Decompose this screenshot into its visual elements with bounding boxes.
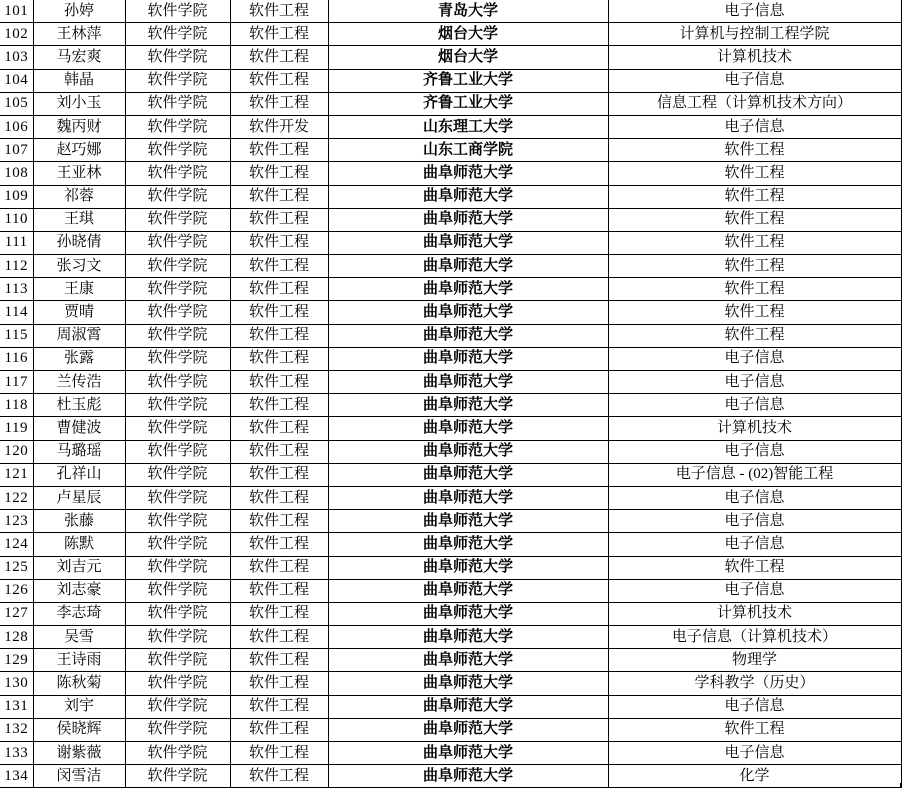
name-cell: 周淑霄 <box>33 324 125 347</box>
university-cell: 曲阜师范大学 <box>328 185 608 208</box>
college-cell: 软件学院 <box>125 162 230 185</box>
program-cell: 电子信息 <box>608 695 901 718</box>
name-cell: 贾晴 <box>33 301 125 324</box>
major-cell: 软件工程 <box>230 556 328 579</box>
table-row <box>0 185 901 208</box>
no-cell: 106 <box>0 115 33 138</box>
major-cell: 软件工程 <box>230 139 328 162</box>
no-cell: 126 <box>0 579 33 602</box>
name-cell: 陈秋菊 <box>33 672 125 695</box>
program-cell: 电子信息 <box>608 742 901 765</box>
program-cell: 电子信息 <box>608 486 901 509</box>
table-row <box>0 231 901 254</box>
table-row <box>0 394 901 417</box>
name-cell: 祁蓉 <box>33 185 125 208</box>
major-cell: 软件工程 <box>230 533 328 556</box>
college-cell: 软件学院 <box>125 46 230 69</box>
university-cell: 山东工商学院 <box>328 139 608 162</box>
college-cell: 软件学院 <box>125 765 230 788</box>
major-cell: 软件工程 <box>230 742 328 765</box>
name-cell: 陈默 <box>33 533 125 556</box>
major-cell: 软件工程 <box>230 649 328 672</box>
program-cell: 电子信息 <box>608 510 901 533</box>
no-cell: 105 <box>0 92 33 115</box>
name-cell: 赵巧娜 <box>33 139 125 162</box>
major-cell: 软件工程 <box>230 278 328 301</box>
university-cell: 曲阜师范大学 <box>328 649 608 672</box>
no-cell: 111 <box>0 231 33 254</box>
program-cell: 电子信息 <box>608 394 901 417</box>
university-cell: 曲阜师范大学 <box>328 510 608 533</box>
university-cell: 烟台大学 <box>328 46 608 69</box>
program-cell: 电子信息 <box>608 579 901 602</box>
major-cell: 软件工程 <box>230 486 328 509</box>
name-cell: 谢紫薇 <box>33 742 125 765</box>
university-cell: 曲阜师范大学 <box>328 162 608 185</box>
college-cell: 软件学院 <box>125 579 230 602</box>
no-cell: 112 <box>0 255 33 278</box>
name-cell: 张藤 <box>33 510 125 533</box>
college-cell: 软件学院 <box>125 0 230 23</box>
program-cell: 软件工程 <box>608 162 901 185</box>
major-cell: 软件工程 <box>230 765 328 788</box>
major-cell: 软件工程 <box>230 255 328 278</box>
major-cell: 软件工程 <box>230 324 328 347</box>
program-cell: 软件工程 <box>608 301 901 324</box>
program-cell: 软件工程 <box>608 185 901 208</box>
name-cell: 王亚林 <box>33 162 125 185</box>
name-cell: 闵雪洁 <box>33 765 125 788</box>
no-cell: 113 <box>0 278 33 301</box>
name-cell: 杜玉彪 <box>33 394 125 417</box>
program-cell: 信息工程（计算机技术方向） <box>608 92 901 115</box>
university-cell: 曲阜师范大学 <box>328 301 608 324</box>
college-cell: 软件学院 <box>125 139 230 162</box>
major-cell: 软件工程 <box>230 510 328 533</box>
no-cell: 119 <box>0 417 33 440</box>
grid-line-stub <box>900 783 901 788</box>
name-cell: 卢星辰 <box>33 486 125 509</box>
program-cell: 软件工程 <box>608 556 901 579</box>
college-cell: 软件学院 <box>125 417 230 440</box>
grid-line-stub <box>125 783 126 788</box>
table-row <box>0 742 901 765</box>
program-cell: 电子信息 <box>608 0 901 23</box>
table-row <box>0 115 901 138</box>
university-cell: 曲阜师范大学 <box>328 533 608 556</box>
name-cell: 刘小玉 <box>33 92 125 115</box>
no-cell: 102 <box>0 23 33 46</box>
no-cell: 127 <box>0 602 33 625</box>
no-cell: 133 <box>0 742 33 765</box>
major-cell: 软件工程 <box>230 394 328 417</box>
table-row <box>0 463 901 486</box>
university-cell: 齐鲁工业大学 <box>328 92 608 115</box>
major-cell: 软件工程 <box>230 347 328 370</box>
college-cell: 软件学院 <box>125 649 230 672</box>
university-cell: 曲阜师范大学 <box>328 718 608 741</box>
table-row <box>0 162 901 185</box>
grid-line-stub <box>328 783 329 788</box>
no-cell: 114 <box>0 301 33 324</box>
no-cell: 104 <box>0 69 33 92</box>
college-cell: 软件学院 <box>125 208 230 231</box>
program-cell: 软件工程 <box>608 278 901 301</box>
college-cell: 软件学院 <box>125 742 230 765</box>
table-row <box>0 92 901 115</box>
university-cell: 曲阜师范大学 <box>328 742 608 765</box>
no-cell: 107 <box>0 139 33 162</box>
table-row <box>0 649 901 672</box>
major-cell: 软件工程 <box>230 185 328 208</box>
no-cell: 123 <box>0 510 33 533</box>
major-cell: 软件工程 <box>230 579 328 602</box>
university-cell: 曲阜师范大学 <box>328 278 608 301</box>
no-cell: 120 <box>0 440 33 463</box>
university-cell: 曲阜师范大学 <box>328 579 608 602</box>
name-cell: 孔祥山 <box>33 463 125 486</box>
program-cell: 软件工程 <box>608 231 901 254</box>
program-cell: 电子信息（计算机技术） <box>608 626 901 649</box>
table-row <box>0 255 901 278</box>
program-cell: 计算机技术 <box>608 602 901 625</box>
college-cell: 软件学院 <box>125 440 230 463</box>
major-cell: 软件工程 <box>230 463 328 486</box>
college-cell: 软件学院 <box>125 255 230 278</box>
college-cell: 软件学院 <box>125 185 230 208</box>
name-cell: 兰传浩 <box>33 371 125 394</box>
major-cell: 软件工程 <box>230 602 328 625</box>
college-cell: 软件学院 <box>125 69 230 92</box>
university-cell: 曲阜师范大学 <box>328 324 608 347</box>
name-cell: 张露 <box>33 347 125 370</box>
college-cell: 软件学院 <box>125 371 230 394</box>
college-cell: 软件学院 <box>125 301 230 324</box>
college-cell: 软件学院 <box>125 510 230 533</box>
no-cell: 110 <box>0 208 33 231</box>
name-cell: 刘志豪 <box>33 579 125 602</box>
table-row <box>0 486 901 509</box>
name-cell: 魏丙财 <box>33 115 125 138</box>
table-row <box>0 23 901 46</box>
program-cell: 电子信息 <box>608 347 901 370</box>
program-cell: 计算机技术 <box>608 417 901 440</box>
major-cell: 软件工程 <box>230 695 328 718</box>
no-cell: 131 <box>0 695 33 718</box>
name-cell: 王林萍 <box>33 23 125 46</box>
program-cell: 电子信息 <box>608 533 901 556</box>
college-cell: 软件学院 <box>125 672 230 695</box>
no-cell: 115 <box>0 324 33 347</box>
name-cell: 曹健波 <box>33 417 125 440</box>
college-cell: 软件学院 <box>125 556 230 579</box>
no-cell: 124 <box>0 533 33 556</box>
university-cell: 曲阜师范大学 <box>328 417 608 440</box>
college-cell: 软件学院 <box>125 533 230 556</box>
university-cell: 曲阜师范大学 <box>328 371 608 394</box>
major-cell: 软件工程 <box>230 69 328 92</box>
name-cell: 李志琦 <box>33 602 125 625</box>
no-cell: 117 <box>0 371 33 394</box>
university-cell: 曲阜师范大学 <box>328 463 608 486</box>
college-cell: 软件学院 <box>125 486 230 509</box>
table-row <box>0 371 901 394</box>
university-cell: 烟台大学 <box>328 23 608 46</box>
program-cell: 软件工程 <box>608 718 901 741</box>
university-cell: 齐鲁工业大学 <box>328 69 608 92</box>
college-cell: 软件学院 <box>125 231 230 254</box>
table-row <box>0 69 901 92</box>
major-cell: 软件工程 <box>230 417 328 440</box>
college-cell: 软件学院 <box>125 92 230 115</box>
college-cell: 软件学院 <box>125 23 230 46</box>
no-cell: 130 <box>0 672 33 695</box>
name-cell: 韩晶 <box>33 69 125 92</box>
university-cell: 曲阜师范大学 <box>328 440 608 463</box>
university-cell: 曲阜师范大学 <box>328 556 608 579</box>
no-cell: 132 <box>0 718 33 741</box>
program-cell: 电子信息 - (02)智能工程 <box>608 463 901 486</box>
college-cell: 软件学院 <box>125 278 230 301</box>
major-cell: 软件工程 <box>230 672 328 695</box>
program-cell: 电子信息 <box>608 69 901 92</box>
university-cell: 曲阜师范大学 <box>328 231 608 254</box>
name-cell: 马宏爽 <box>33 46 125 69</box>
name-cell: 王诗雨 <box>33 649 125 672</box>
table-row <box>0 324 901 347</box>
major-cell: 软件工程 <box>230 0 328 23</box>
table-row <box>0 139 901 162</box>
university-cell: 曲阜师范大学 <box>328 486 608 509</box>
grid-line-stub <box>608 783 609 788</box>
major-cell: 软件工程 <box>230 208 328 231</box>
table-row <box>0 440 901 463</box>
no-cell: 129 <box>0 649 33 672</box>
program-cell: 软件工程 <box>608 255 901 278</box>
name-cell: 侯晓辉 <box>33 718 125 741</box>
program-cell: 电子信息 <box>608 115 901 138</box>
major-cell: 软件工程 <box>230 718 328 741</box>
university-cell: 曲阜师范大学 <box>328 208 608 231</box>
name-cell: 王康 <box>33 278 125 301</box>
program-cell: 计算机技术 <box>608 46 901 69</box>
name-cell: 刘宇 <box>33 695 125 718</box>
college-cell: 软件学院 <box>125 695 230 718</box>
major-cell: 软件工程 <box>230 231 328 254</box>
table-row <box>0 556 901 579</box>
no-cell: 134 <box>0 765 33 788</box>
table-row <box>0 0 901 23</box>
college-cell: 软件学院 <box>125 347 230 370</box>
table-row <box>0 579 901 602</box>
college-cell: 软件学院 <box>125 115 230 138</box>
university-cell: 曲阜师范大学 <box>328 602 608 625</box>
no-cell: 125 <box>0 556 33 579</box>
college-cell: 软件学院 <box>125 394 230 417</box>
university-cell: 青岛大学 <box>328 0 608 23</box>
no-cell: 118 <box>0 394 33 417</box>
major-cell: 软件工程 <box>230 301 328 324</box>
name-cell: 马璐瑶 <box>33 440 125 463</box>
program-cell: 软件工程 <box>608 139 901 162</box>
program-cell: 电子信息 <box>608 371 901 394</box>
table-row <box>0 208 901 231</box>
table-row <box>0 46 901 69</box>
name-cell: 孙婷 <box>33 0 125 23</box>
college-cell: 软件学院 <box>125 602 230 625</box>
table-row <box>0 301 901 324</box>
major-cell: 软件工程 <box>230 440 328 463</box>
major-cell: 软件工程 <box>230 92 328 115</box>
program-cell: 软件工程 <box>608 324 901 347</box>
major-cell: 软件工程 <box>230 162 328 185</box>
next-row-divider-stubs <box>0 783 905 788</box>
grid-line-stub <box>230 783 231 788</box>
major-cell: 软件工程 <box>230 371 328 394</box>
university-cell: 曲阜师范大学 <box>328 626 608 649</box>
table-row <box>0 718 901 741</box>
no-cell: 101 <box>0 0 33 23</box>
university-cell: 曲阜师范大学 <box>328 672 608 695</box>
name-cell: 刘吉元 <box>33 556 125 579</box>
college-cell: 软件学院 <box>125 463 230 486</box>
table-row <box>0 278 901 301</box>
name-cell: 王琪 <box>33 208 125 231</box>
table-row <box>0 602 901 625</box>
program-cell: 物理学 <box>608 649 901 672</box>
table-row <box>0 533 901 556</box>
program-cell: 电子信息 <box>608 440 901 463</box>
university-cell: 曲阜师范大学 <box>328 695 608 718</box>
college-cell: 软件学院 <box>125 324 230 347</box>
no-cell: 109 <box>0 185 33 208</box>
no-cell: 122 <box>0 486 33 509</box>
table-row <box>0 347 901 370</box>
table-row <box>0 672 901 695</box>
table-row <box>0 510 901 533</box>
major-cell: 软件工程 <box>230 23 328 46</box>
no-cell: 121 <box>0 463 33 486</box>
no-cell: 128 <box>0 626 33 649</box>
program-cell: 软件工程 <box>608 208 901 231</box>
program-cell: 计算机与控制工程学院 <box>608 23 901 46</box>
grid-line-stub <box>33 783 34 788</box>
program-cell: 化学 <box>608 765 901 788</box>
university-cell: 曲阜师范大学 <box>328 347 608 370</box>
no-cell: 116 <box>0 347 33 370</box>
college-cell: 软件学院 <box>125 718 230 741</box>
major-cell: 软件开发 <box>230 115 328 138</box>
name-cell: 张习文 <box>33 255 125 278</box>
university-cell: 山东理工大学 <box>328 115 608 138</box>
name-cell: 吴雪 <box>33 626 125 649</box>
table-row <box>0 695 901 718</box>
university-cell: 曲阜师范大学 <box>328 765 608 788</box>
university-cell: 曲阜师范大学 <box>328 255 608 278</box>
university-cell: 曲阜师范大学 <box>328 394 608 417</box>
program-cell: 学科教学（历史） <box>608 672 901 695</box>
no-cell: 108 <box>0 162 33 185</box>
name-cell: 孙晓倩 <box>33 231 125 254</box>
major-cell: 软件工程 <box>230 46 328 69</box>
table-row <box>0 626 901 649</box>
table-row <box>0 417 901 440</box>
college-cell: 软件学院 <box>125 626 230 649</box>
no-cell: 103 <box>0 46 33 69</box>
major-cell: 软件工程 <box>230 626 328 649</box>
